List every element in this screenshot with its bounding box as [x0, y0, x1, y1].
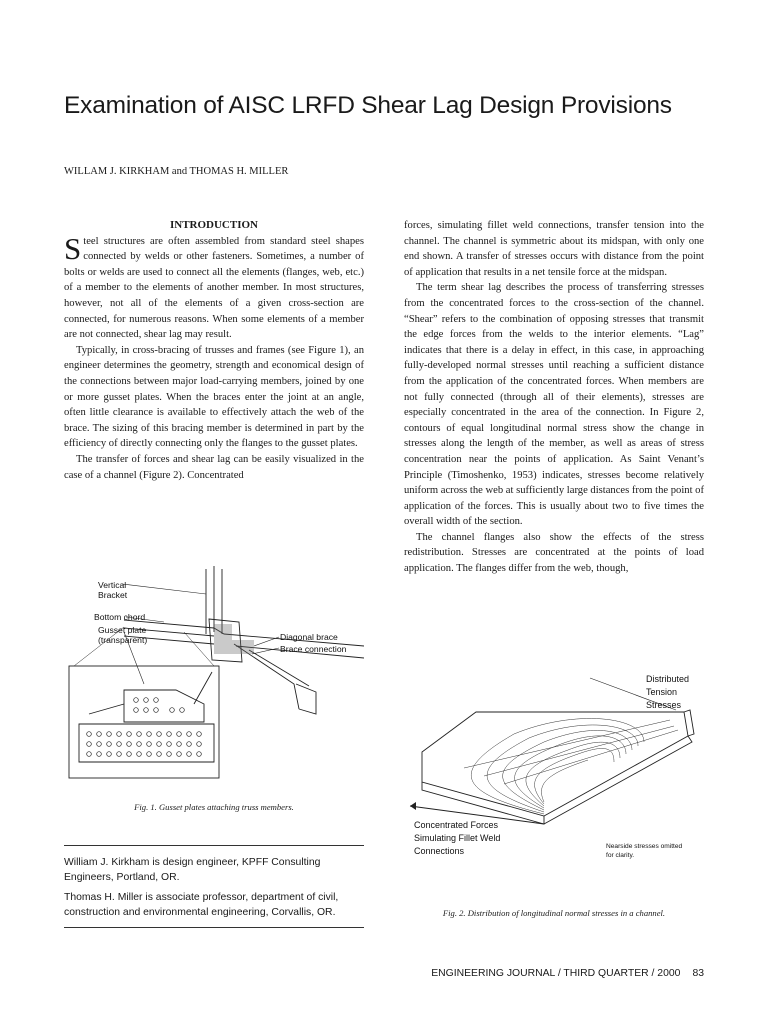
right-paragraph-1: forces, simulating fillet weld connections, transfer tension into the channel. The channel is symmetric about its midspan, with only one end shown. A transfer of stresses occurs with distance from the point of application that results in a net tensile force at the midspan.: [404, 220, 704, 278]
drop-cap: S: [64, 230, 82, 266]
figure-1-gusset-diagram: [64, 564, 364, 784]
label-brace-connection: Brace connection: [280, 644, 347, 654]
left-column: [64, 218, 364, 483]
right-column: [404, 218, 704, 577]
inset-members: [89, 672, 212, 714]
right-paragraph-2: The term shear lag describes the process of transferring stresses from the concentrated forces to the cross-section of the channel. “Shear” refers to the combination of opposing stresses that transmit the edge forces from the welds to the interior elements. “Lag” indicates that there is a delay in effect, in this case, in approaching fully-developed normal stresses until reaching a sufficient distance from the application of the concentrated forces. When members are not fully connected (through all of their elements), stresses are especially concentrated in the area of the connection. In Figure 2, contours of equal longitudinal normal stress show the change in stresses along the length of the member, as well as areas of stress concentration near the points of application. As Saint Venant’s Principle (Timoshenko, 1953) indicates, stresses become relatively uniform across the web at sufficiently large distances from the point of application of the forces. This is usually about two to five times the overall width of the section.: [404, 282, 704, 528]
label-transparent: (transparent): [98, 635, 148, 645]
figure-2-channel-stress: [404, 664, 714, 870]
right-paragraph-3: The channel flanges also show the effects of the stress redistribution. Stresses are concentrated at the points of load application. The flanges differ from the web, though,: [404, 531, 704, 575]
intro-paragraph-1: [64, 230, 364, 343]
label-gusset-plate: Gusset plate: [98, 625, 147, 635]
connection-hatching: [214, 624, 254, 654]
page-footer: [404, 968, 704, 979]
label-for-clarity: for clarity.: [606, 852, 635, 859]
concentrated-arrowhead: [410, 802, 416, 810]
note-miller: Thomas H. Miller is associate professor, department of civil, construction and environmental engineering, Corvallis, OR.: [64, 891, 339, 919]
intro-paragraph-2: Typically, in cross-bracing of trusses and frames (see Figure 1), an engineer determines the geometry, strength and economical design of the connections between major load-carrying members, joined by one or more gusset plates. When the braces enter the joint at an angle, often little clearance is available to effectively attach the web of the brace. The sizing of this bracing member is determined in part by the efficiency of directly connecting only the flanges to the gusset plates.: [64, 344, 364, 450]
notes-bottom-rule: [64, 927, 364, 928]
label-stresses: Stresses: [646, 700, 682, 710]
section-heading-introduction: INTRODUCTION: [169, 219, 258, 231]
figure-2-caption: Fig. 2. Distribution of longitudinal normal stresses in a channel.: [442, 908, 666, 918]
vertical-bracket-shape: [206, 566, 222, 634]
label-concentrated-forces: Concentrated Forces: [414, 820, 499, 830]
paper-title: Examination of AISC LRFD Shear Lag Design Provisions: [64, 92, 672, 119]
note-kirkham: William J. Kirkham is design engineer, KPFF Consulting Engineers, Portland, OR.: [64, 857, 321, 884]
figure-1-caption: Fig. 1. Gusset plates attaching truss members.: [134, 802, 294, 812]
label-vertical: Vertical: [98, 580, 127, 590]
page-number: 83: [692, 968, 704, 979]
author-notes: [64, 855, 368, 925]
label-connections: Connections: [414, 846, 465, 856]
label-distributed: Distributed: [646, 674, 690, 684]
diagonal-brace-shape: [234, 644, 316, 714]
label-tension: Tension: [646, 687, 678, 697]
inset-bolt-holes: [87, 698, 202, 757]
author-line: WILLAM J. KIRKHAM and THOMAS H. MILLER: [64, 166, 289, 177]
label-bottom-chord: Bottom chord: [94, 612, 146, 622]
label-diagonal-brace: Diagonal brace: [280, 632, 338, 642]
journal-name: ENGINEERING JOURNAL / THIRD QUARTER / 2000: [431, 968, 681, 979]
label-bracket: Bracket: [98, 590, 128, 600]
stress-contours: [464, 718, 678, 814]
inset-gusset: [124, 690, 204, 722]
notes-top-rule: [64, 845, 364, 846]
label-simulating-fillet-weld: Simulating Fillet Weld: [414, 833, 501, 843]
intro-paragraph-1-text: teel structures are often assembled from standard steel shapes connected by welds or other fasteners. Sometimes, a number of bolts or welds are used to connect all the elements (flanges, web, etc.) of a member to the elements of another member. In most structures, however, not all of the elements of a given cross-section are connected, for numerous reasons. When some elements of a member are not connected, shear lag may result.: [64, 235, 364, 341]
label-nearside: Nearside stresses omitted: [606, 843, 683, 850]
intro-paragraph-3: The transfer of forces and shear lag can be easily visualized in the case of a channel (Figure 2). Concentrated: [64, 453, 364, 481]
